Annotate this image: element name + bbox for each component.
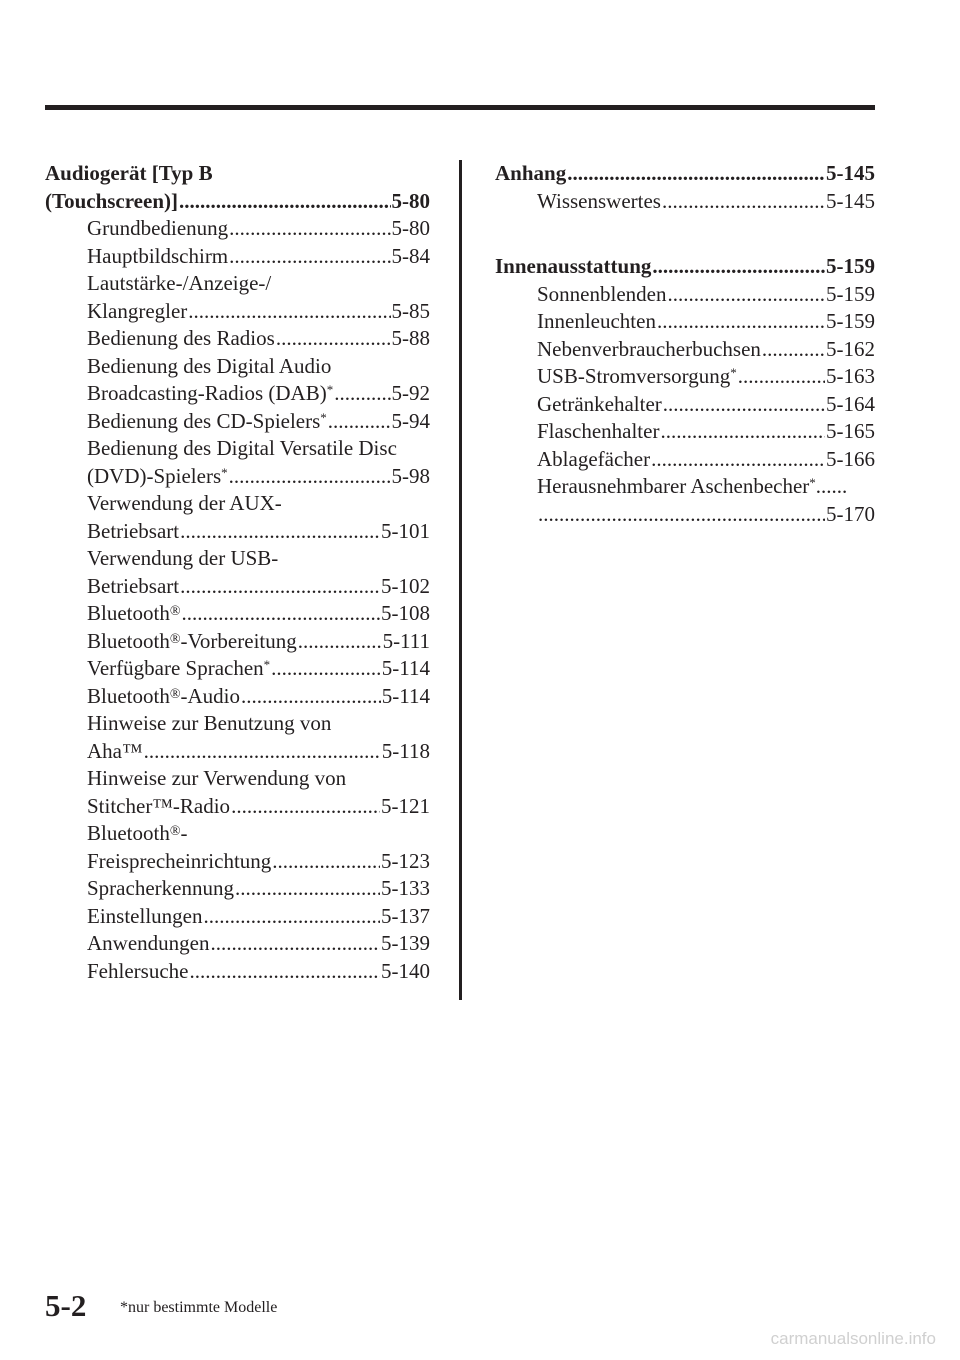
- toc-entry: [495, 446, 875, 474]
- toc-entry-text: Fehlersuche: [87, 958, 189, 983]
- toc-entry-text: Spracherkennung: [87, 876, 234, 900]
- footnote-marker: *: [320, 409, 327, 425]
- toc-entry-text: Innenleuchten: [537, 309, 656, 333]
- leader-dots: [144, 738, 381, 766]
- leader-dots: [298, 628, 382, 656]
- toc-entry-text-suffix: -Vorbereitung: [180, 628, 297, 653]
- page-ref: 5-137: [381, 903, 430, 928]
- registered-mark: ®: [169, 686, 181, 702]
- leader-dots: [231, 793, 380, 821]
- toc-entry-title: [87, 821, 187, 845]
- toc-entry-text: Verwendung der AUX-: [87, 491, 282, 515]
- toc-entry: [45, 408, 430, 436]
- page-ref: 5-123: [381, 848, 430, 873]
- toc-entry-text: Bluetooth: [87, 628, 170, 653]
- footnote-marker: *: [326, 382, 334, 397]
- page-ref: 5-145: [826, 161, 875, 185]
- page-ref: 5-114: [381, 656, 430, 680]
- toc-entry: [45, 820, 430, 848]
- toc-entry: [495, 391, 875, 419]
- page-ref: 5-80: [391, 188, 430, 213]
- toc-entry: [45, 463, 430, 491]
- toc-entry: [45, 353, 430, 381]
- toc-entry-title: [87, 354, 331, 378]
- toc-entry-text: Verfügbare Sprachen: [87, 656, 264, 680]
- leader-dots: [662, 188, 825, 216]
- footnote-marker: *: [263, 657, 271, 672]
- toc-entry-title: [87, 271, 271, 295]
- leader-dots: [179, 188, 391, 216]
- toc-entry-title: [87, 491, 282, 515]
- toc-entry-title: [537, 473, 847, 501]
- toc-entry-text: (DVD)-Spielers: [87, 463, 222, 488]
- page-ref: 5-114: [381, 683, 430, 708]
- toc-entry-text: Betriebsart: [87, 518, 180, 543]
- page-ref: 5-162: [826, 336, 875, 361]
- toc-entry-title: [87, 848, 271, 876]
- toc-entry-text: Bedienung des Digital Audio: [87, 353, 332, 378]
- page-ref: 5-166: [826, 446, 875, 471]
- toc-entry-title: [87, 546, 278, 570]
- toc-entry: [45, 683, 430, 711]
- toc-entry-title: [495, 160, 566, 188]
- toc-entry: [45, 793, 430, 821]
- toc-entry-text: Sonnenblenden: [537, 281, 667, 306]
- toc-entry: [45, 738, 430, 766]
- toc-entry: [45, 545, 430, 573]
- leader-dots: [210, 930, 380, 958]
- toc-entry-title: [537, 281, 666, 309]
- toc-entry-title: [87, 683, 240, 711]
- toc-entry-text: Ablagefächer: [537, 446, 651, 471]
- page-ref: 5-92: [391, 381, 430, 405]
- toc-entry: [495, 308, 875, 336]
- toc-entry-title: [87, 573, 179, 601]
- toc-entry-text: Audiogerät [Typ B: [45, 161, 213, 185]
- toc-entry-text: Betriebsart: [87, 573, 180, 598]
- page-ref: 5-88: [391, 326, 430, 350]
- toc-entry-title: [87, 875, 234, 903]
- leader-dots: [276, 325, 391, 353]
- footnote: *nur bestimmte Modelle: [120, 1299, 278, 1316]
- leader-dots: [235, 875, 380, 903]
- page-number: 5-2: [45, 1288, 87, 1323]
- toc-entry: [495, 281, 875, 309]
- leader-dots: [567, 160, 825, 188]
- page-ref: 5-108: [381, 601, 430, 625]
- toc-entry: [45, 573, 430, 601]
- leader-dots-tail: ......: [815, 474, 848, 498]
- toc-entry-text: Broadcasting-Radios (DAB): [87, 381, 327, 405]
- page-ref: 5-133: [381, 876, 430, 900]
- toc-entry-title: [87, 930, 209, 958]
- toc-entry: [45, 765, 430, 793]
- toc-entry-text: Stitcher™-Radio: [87, 793, 231, 818]
- toc-entry-title: [87, 958, 188, 986]
- registered-mark: ®: [169, 604, 181, 619]
- leader-dots: [334, 380, 390, 408]
- leader-dots: [229, 215, 390, 243]
- toc-entry: [495, 418, 875, 446]
- toc-entry-title: [87, 711, 331, 735]
- toc-right-column: [495, 160, 875, 528]
- toc-entry-text: Bedienung des Digital Versatile Disc: [87, 436, 397, 460]
- toc-entry-text: Verwendung der USB-: [87, 546, 279, 570]
- toc-entry-title: [87, 793, 230, 821]
- leader-dots: [657, 308, 825, 336]
- page-ref: 5-111: [382, 628, 430, 653]
- toc-entry-title: [87, 243, 228, 271]
- toc-heading: [495, 253, 875, 281]
- leader-dots: [663, 391, 825, 419]
- page-ref: 5-164: [826, 391, 875, 416]
- toc-entry-text: Anhang: [495, 161, 567, 185]
- toc-entry-title: [87, 436, 397, 460]
- toc-heading: [495, 160, 875, 188]
- leader-dots: [667, 281, 825, 309]
- leader-dots: [762, 336, 825, 364]
- toc-entry: [495, 473, 875, 501]
- page-ref: 5-170: [826, 501, 875, 526]
- page-ref: 5-84: [391, 243, 430, 268]
- toc-entry: [45, 710, 430, 738]
- toc-entry-title: [87, 903, 202, 931]
- page-ref: 5-101: [381, 518, 430, 543]
- toc-entry-text: (Touchscreen)]: [45, 188, 178, 213]
- toc-entry-text: Hauptbildschirm: [87, 243, 229, 268]
- page-ref: 5-139: [381, 931, 430, 955]
- page-ref: 5-159: [826, 254, 875, 278]
- leader-dots: [229, 243, 390, 271]
- page-ref: 5-85: [391, 298, 430, 323]
- toc-entry: [45, 848, 430, 876]
- toc-entry-title: [87, 518, 179, 546]
- toc-entry-text: Grundbedienung: [87, 216, 229, 240]
- leader-dots: [651, 446, 825, 474]
- page-ref: 5-98: [391, 463, 430, 488]
- page-ref: 5-159: [826, 281, 875, 306]
- page-ref: 5-140: [381, 958, 430, 983]
- leader-dots: [738, 363, 825, 391]
- toc-entry-text: Flaschenhalter: [537, 419, 660, 443]
- toc-entry: [495, 336, 875, 364]
- footnote-marker: *: [221, 464, 228, 480]
- leader-dots: [272, 848, 380, 876]
- page-ref: 5-163: [826, 364, 875, 388]
- leader-dots: [181, 600, 380, 628]
- toc-entry-text: Herausnehmbarer Aschenbecher: [537, 474, 810, 498]
- toc-entry-title: [87, 408, 327, 436]
- toc-entry: [45, 270, 430, 298]
- toc-entry: [45, 243, 430, 271]
- toc-entry: [45, 903, 430, 931]
- toc-entry-title: [87, 325, 275, 353]
- toc-entry: [45, 958, 430, 986]
- toc-entry-text: Getränkehalter: [537, 391, 662, 416]
- toc-entry-text: Anwendungen: [87, 931, 210, 955]
- toc-heading: [45, 188, 430, 216]
- toc-entry-text: Einstellungen: [87, 903, 203, 928]
- toc-entry-text: Bedienung des CD-Spielers: [87, 408, 321, 433]
- toc-entry-title: [45, 188, 178, 216]
- toc-entry-title: [537, 188, 661, 216]
- leader-dots: [180, 518, 380, 546]
- toc-entry-text: Freisprecheinrichtung: [87, 848, 272, 873]
- toc-entry: [45, 380, 430, 408]
- footnote-marker: *: [730, 365, 737, 380]
- toc-entry-title: [537, 363, 737, 391]
- toc-entry-text: Bluetooth: [87, 683, 170, 708]
- toc-entry-title: [537, 308, 656, 336]
- leader-dots: [203, 903, 380, 931]
- toc-entry-text: Wissenswertes: [537, 188, 661, 213]
- leader-dots: [189, 958, 380, 986]
- page-ref: 5-165: [826, 419, 875, 443]
- toc-entry-text: USB-Stromversorgung: [537, 364, 731, 388]
- toc-entry-title: [495, 253, 651, 281]
- toc-entry-title: [537, 391, 662, 419]
- toc-entry: [45, 435, 430, 463]
- toc-entry: [45, 325, 430, 353]
- toc-entry-title: [87, 766, 346, 790]
- toc-entry-title: [87, 600, 180, 628]
- toc-entry-text: Lautstärke-/Anzeige-/: [87, 271, 272, 295]
- toc-entry-title: [87, 738, 143, 766]
- leader-dots: [652, 253, 825, 281]
- watermark: carmanualsonline.info: [770, 1329, 936, 1348]
- leader-dots: [660, 418, 825, 446]
- toc-entry: [495, 188, 875, 216]
- toc-entry: [45, 655, 430, 683]
- toc-entry-text: Innenausstattung: [495, 254, 652, 278]
- toc-entry-title: [87, 655, 270, 683]
- leader-dots: [241, 683, 381, 711]
- toc-entry-text: Hinweise zur Verwendung von: [87, 766, 347, 790]
- page-ref: 5-94: [391, 408, 430, 433]
- registered-mark: ®: [169, 631, 181, 647]
- page-ref: 5-102: [381, 573, 430, 598]
- toc-entry: [45, 600, 430, 628]
- toc-entry: [45, 875, 430, 903]
- toc-entry-title: [87, 628, 297, 656]
- page-ref: 5-118: [381, 738, 430, 763]
- toc-left-column: [45, 160, 430, 985]
- toc-entry-title: [87, 215, 228, 243]
- leader-dots: [328, 408, 391, 436]
- toc-entry-title: [537, 418, 659, 446]
- toc-entry-title: [537, 336, 761, 364]
- registered-mark: ®: [169, 824, 181, 839]
- leader-dots: [271, 655, 381, 683]
- toc-entry-text: Klangregler: [87, 298, 188, 323]
- toc-entry-text: Nebenverbraucherbuchsen: [537, 336, 761, 361]
- page-ref: 5-145: [826, 188, 875, 213]
- toc-entry: [45, 490, 430, 518]
- toc-entry-title: [45, 161, 213, 185]
- toc-entry: [45, 298, 430, 326]
- toc-entry-text-suffix: -: [180, 821, 188, 845]
- column-divider: [459, 160, 462, 1000]
- toc-entry-title: [87, 463, 228, 491]
- toc-entry: [45, 215, 430, 243]
- toc-entry: [45, 930, 430, 958]
- toc-entry-text: Bedienung des Radios: [87, 326, 275, 350]
- toc-entry-text: Aha™: [87, 738, 143, 763]
- toc-entry-text: Bluetooth: [87, 821, 170, 845]
- page-ref: 5-159: [826, 309, 875, 333]
- toc-entry-text: Bluetooth: [87, 601, 170, 625]
- toc-entry-title: [87, 298, 187, 326]
- page-ref: 5-80: [391, 216, 430, 240]
- leader-dots: [180, 573, 380, 601]
- leader-dots: [538, 501, 825, 529]
- leader-dots: [229, 463, 391, 491]
- toc-entry-title: [87, 380, 333, 408]
- toc-entry-text: Hinweise zur Benutzung von: [87, 711, 332, 735]
- toc-entry: [45, 628, 430, 656]
- toc-heading: [45, 160, 430, 188]
- footnote-marker: *: [809, 475, 816, 490]
- top-rule: [45, 105, 875, 110]
- toc-entry-text-suffix: -Audio: [180, 683, 240, 708]
- section-gap: [495, 215, 875, 253]
- toc-entry: [495, 501, 875, 529]
- page-ref: 5-121: [381, 793, 430, 818]
- leader-dots: [188, 298, 390, 326]
- toc-entry-title: [537, 446, 650, 474]
- toc-entry: [495, 363, 875, 391]
- toc-entry: [45, 518, 430, 546]
